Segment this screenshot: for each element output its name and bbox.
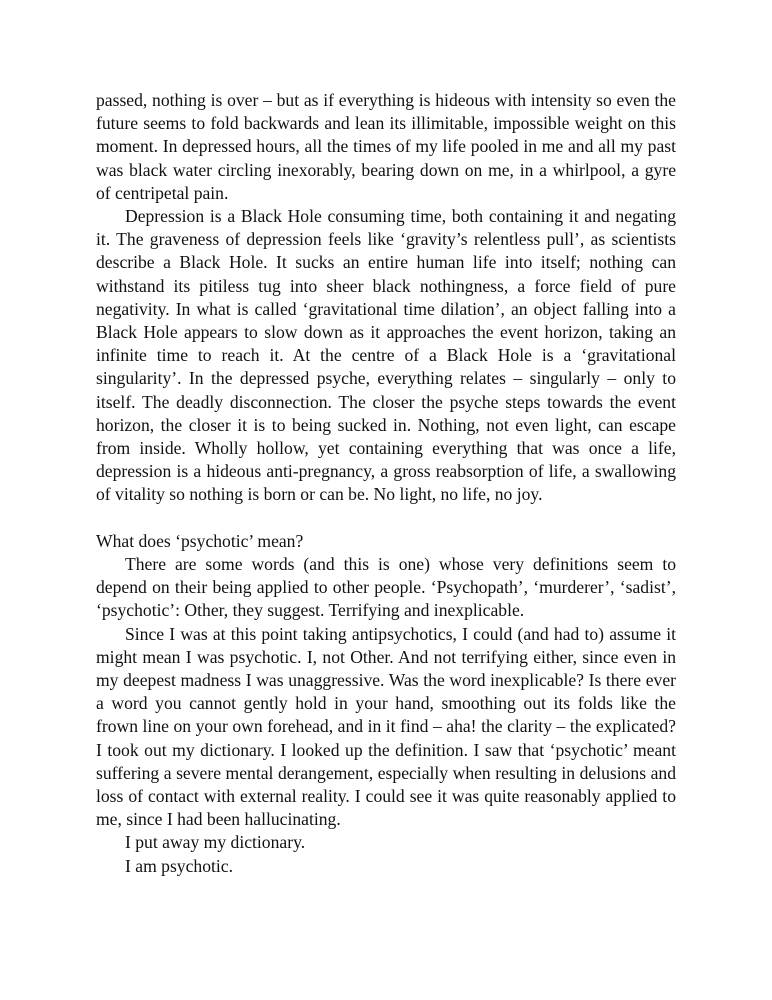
paragraph-put-away: I put away my dictionary. bbox=[125, 832, 306, 853]
paragraph-continuation: passed, nothing is over – but as if everything is hideous with intensity so even the future seems to fold backwards and lean its illimitable, impossible weight on this moment. In depressed hours, all the times of my life pooled in me and all my past was black water circling inexorably, bearing down on me, in a whirlpool, a gyre of centripetal pain. bbox=[96, 90, 676, 203]
book-page bbox=[96, 89, 676, 878]
paragraph-i-am-psychotic: I am psychotic. bbox=[125, 855, 233, 876]
section-break bbox=[96, 507, 676, 530]
paragraph-black-hole: Depression is a Black Hole consuming time, both containing it and negating it. The graveness of depression feels like ‘gravity’s relentless pull’, as scientists describe a Black Hole. It sucks an entire human life into itself; nothing can withstand its pitiless tug into sheer black nothingness, a force field of pure negativity. In what is called ‘gravitational time dilation’, an object falling into a Black Hole appears to slow down as it approaches the event horizon, taking an infinite time to reach it. At the centre of a Black Hole is a ‘gravitational singularity’. In the depressed psyche, everything relates – singularly – only to itself. The deadly disconnection. The closer the psyche steps towards the event horizon, the closer it is to being sucked in. Nothing, not even light, can escape from inside. Wholly hollow, yet containing everything that was once a life, depression is a hideous anti-pregnancy, a gross reabsorption of life, a swallowing of vitality so nothing is born or can be. No light, no life, no joy. bbox=[96, 206, 676, 505]
paragraph-definitions: There are some words (and this is one) whose very definitions seem to depend on their being applied to other people. ‘Psychopath’, ‘murderer’, ‘sadist’, ‘psychotic’: Other, they suggest. Terrifying and inexplicable. bbox=[96, 554, 676, 621]
paragraph-antipsychotics: Since I was at this point taking antipsychotics, I could (and had to) assume it might mean I was psychotic. I, not Other. And not terrifying either, since even in my deepest madness I was unaggressive. Was the word inexplicable? Is there ever a word you cannot gently hold in your hand, smoothing out its folds like the frown line on your own forehead, and in it find – aha! the clarity – the explicated? I took out my dictionary. I looked up the definition. I saw that ‘psychotic’ meant suffering a severe mental derangement, especially when resulting in delusions and loss of contact with external reality. I could see it was quite reasonably applied to me, since I had been hallucinating. bbox=[96, 623, 676, 830]
question-heading: What does ‘psychotic’ mean? bbox=[96, 530, 304, 551]
